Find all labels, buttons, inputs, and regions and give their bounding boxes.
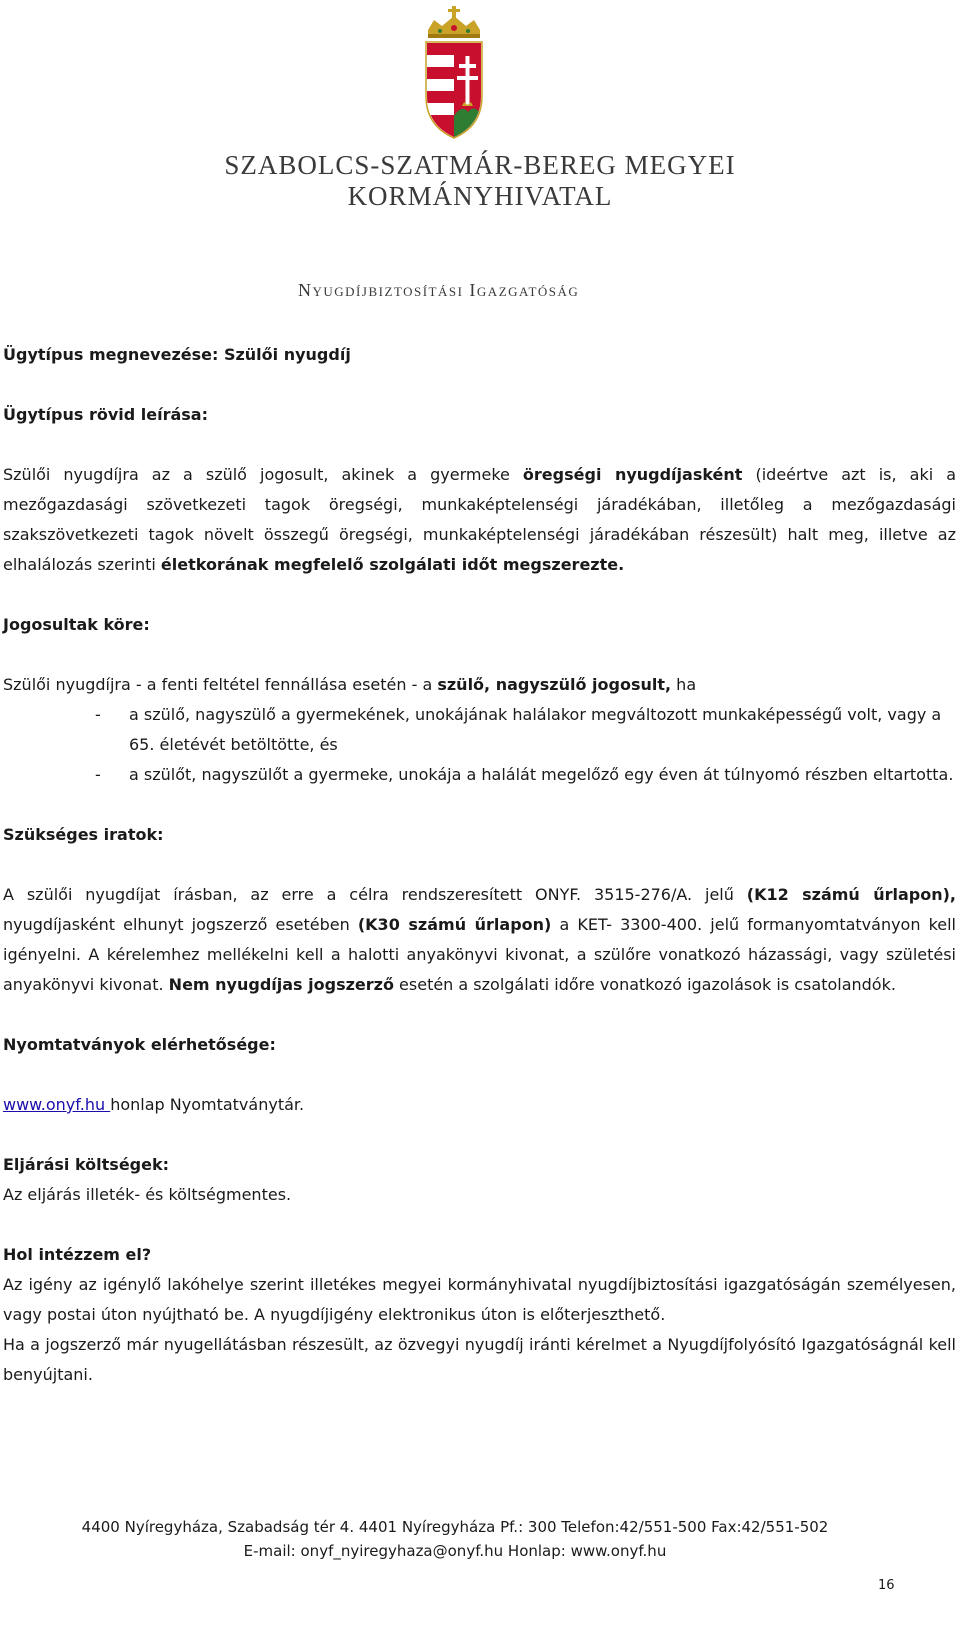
org-name-line2: KORMÁNYHIVATAL xyxy=(347,181,613,211)
documents-heading: Szükséges iratok: xyxy=(3,825,164,844)
text: Szülői nyugdíjra az a szülő jogosult, akinek a gyermeke xyxy=(3,465,523,484)
list-bullet: - xyxy=(95,705,101,724)
text: (ideértve azt is, aki a mezőgazdasági szövetkezeti tagok öregségi, munkaképtelenségi járadékában, illetőleg a mezőgazdasági szakszövetkezeti tagok növelt összegű öregségi, munkaképtelenségi járadékában részesült) halt meg, illetve az elhalálozás szerinti xyxy=(3,465,956,574)
where-heading: Hol intézzem el? xyxy=(3,1245,152,1264)
bold-text: (K12 számú űrlapon), xyxy=(746,885,956,904)
department-name: Nyugdíjbiztosítási Igazgatóság xyxy=(298,280,580,300)
text: a KET- 3300-400. jelű formanyomtatványon kell igényelni. A kérelemhez mellékelni kell a halotti anyakönyvi kivonat, a szülőre vonatkozó házassági, vagy születési anyakönyvi kivonat. xyxy=(3,915,957,994)
where-text-2: Ha a jogszerző már nyugellátásban részesült, az özvegyi nyugdíj iránti kérelmet a Nyugdíjfolyósító Igazgatóságnál kell benyújtani. xyxy=(3,1335,956,1384)
bold-text: szülő, nagyszülő jogosult, xyxy=(437,675,672,694)
bold-text: életkorának megfelelő szolgálati időt megszerezte. xyxy=(160,555,625,574)
case-type-heading: Ügytípus megnevezése: Szülői nyugdíj xyxy=(3,345,351,364)
costs-heading: Eljárási költségek: xyxy=(3,1155,170,1174)
documents-text xyxy=(3,880,956,1000)
page-footer xyxy=(0,1515,910,1563)
eligible-intro xyxy=(3,670,956,700)
onyf-website-link[interactable]: www.onyf.hu xyxy=(3,1095,111,1114)
document-body xyxy=(3,340,956,1390)
coat-of-arms-logo xyxy=(420,4,488,144)
costs-text: Az eljárás illeték- és költségmentes. xyxy=(3,1185,292,1204)
list-bullet: - xyxy=(95,765,101,784)
footer-contact: E-mail: onyf_nyiregyhaza@onyf.hu Honlap: www.onyf.hu xyxy=(243,1542,667,1560)
list-item-text: a szülőt, nagyszülőt a gyermeke, unokája a halálát megelőző egy éven át túlnyomó részben eltartotta. xyxy=(129,765,954,784)
eligible-heading: Jogosultak köre: xyxy=(3,615,150,634)
list-item-text: a szülő, nagyszülő a gyermekének, unokájának halálakor megváltozott munkaképességű volt, vagy a 65. életévét betöltötte, és xyxy=(129,705,942,754)
list-item xyxy=(3,760,956,790)
list-item xyxy=(3,700,956,760)
case-short-description-heading: Ügytípus rövid leírása: xyxy=(3,405,208,424)
bold-text: (K30 számú űrlapon) xyxy=(357,915,552,934)
org-name-line1: SZABOLCS-SZATMÁR-BEREG MEGYEI xyxy=(224,150,736,180)
text: A szülői nyugdíjat írásban, az erre a célra rendszeresített ONYF. 3515-276/A. jelű xyxy=(3,885,747,904)
footer-address: 4400 Nyíregyháza, Szabadság tér 4. 4401 Nyíregyháza Pf.: 300 Telefon:42/551-500 Fax:42/551-502 xyxy=(81,1518,829,1536)
text: Szülői nyugdíjra - a fenti feltétel fennállása esetén - a xyxy=(3,675,438,694)
forms-text xyxy=(3,1090,956,1120)
where-text: Az igény az igénylő lakóhelye szerint illetékes megyei kormányhivatal nyugdíjbiztosítási igazgatóságán személyesen, vagy postai úton nyújtható be. A nyugdíjigény elektronikus úton is előterjeszthető. xyxy=(3,1275,956,1324)
case-description xyxy=(3,460,956,580)
bold-text: Nem nyugdíjas jogszerző xyxy=(168,975,394,994)
bold-text: öregségi nyugdíjasként xyxy=(522,465,743,484)
text: ha xyxy=(671,675,697,694)
page-number: 16 xyxy=(878,1578,895,1593)
forms-heading: Nyomtatványok elérhetősége: xyxy=(3,1035,276,1054)
text: nyugdíjasként elhunyt jogszerző esetében xyxy=(3,915,358,934)
text: esetén a szolgálati időre vonatkozó igazolások is csatolandók. xyxy=(393,975,896,994)
text: honlap Nyomtatványtár. xyxy=(110,1095,305,1114)
